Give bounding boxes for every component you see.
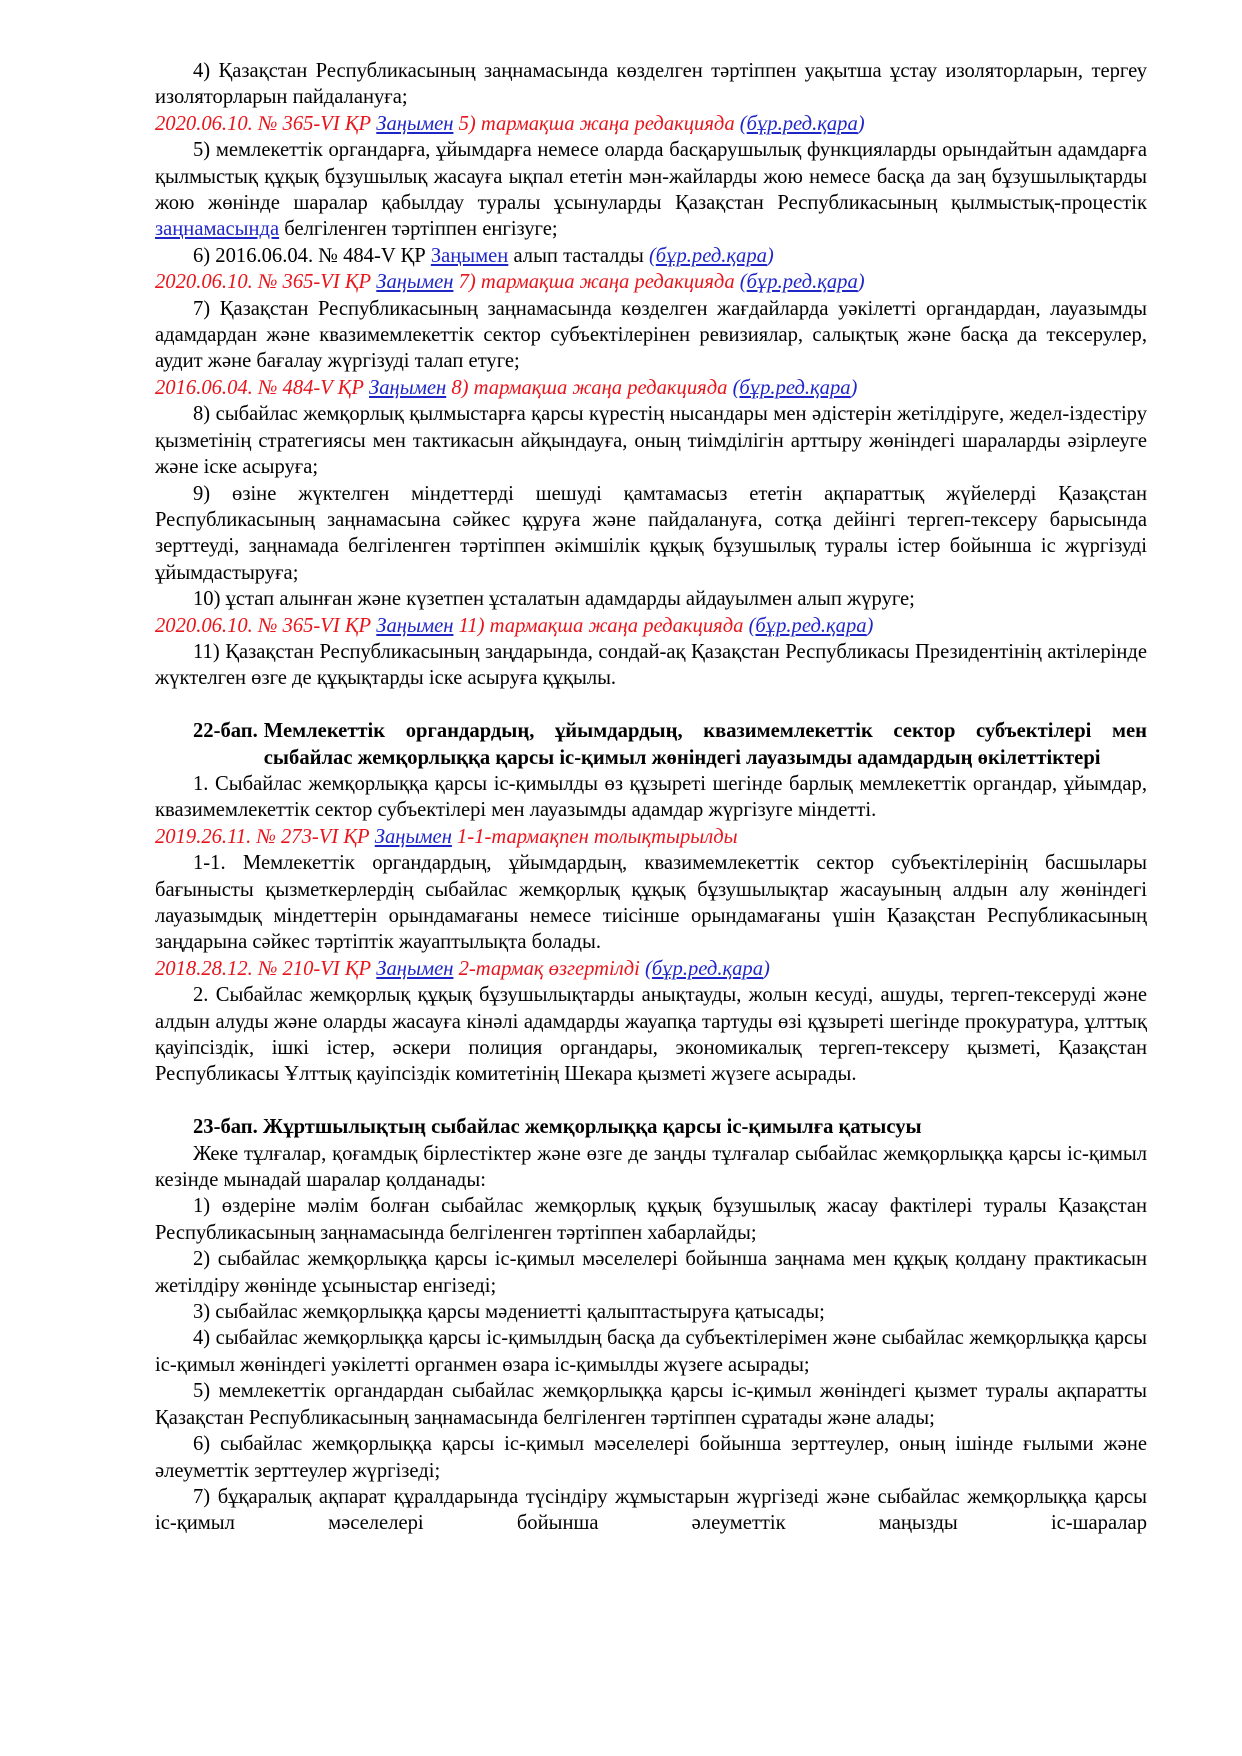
law-link[interactable]: Заңымен: [374, 825, 452, 848]
previous-edition-link[interactable]: бұр.ред.қара: [651, 957, 764, 980]
subitem-6: 6) 2016.06.04. № 484-V ҚР Заңымен алып тасталды (бұр.ред.қара): [193, 244, 774, 267]
law-link[interactable]: Заңымен: [430, 244, 509, 267]
article-23-item-4: 4) сыбайлас жемқорлыққа қарсы іс-қимылдың басқа да субъектілерімен және сыбайлас жемқорлыққа қарсы іс-қимыл жөніндегі уәкілетті органмен өзара іс-қимылды жүзеге асырады;: [155, 1327, 1147, 1376]
amendment-note-5: 2020.06.10. № 365-VI ҚР Заңымен 5) тармақша жаңа редакцияда (бұр.ред.қара): [155, 112, 865, 135]
subitem-8: 8) сыбайлас жемқорлық қылмыстарға қарсы күрестің нысандары мен әдістерін жетілдіруге, жедел-іздестіру қызметінің стратегиясы мен тактикасын айқындауға, оның тиімділігін арттыру жөніндегі шараларды әзірлеуге және іске асыруға;: [155, 403, 1147, 479]
subitem-7: 7) Қазақстан Республикасының заңнамасында көзделген жағдайларда уәкілетті органдардан, лауазымды адамдардан және квазимемлекеттік сектор субъектілерінен ревизиялар, салықтық және басқа да тексерулер, аудит және бағалау жүргізуді талап етуге;: [155, 297, 1147, 373]
article-23-item-3: 3) сыбайлас жемқорлыққа қарсы мәдениетті қалыптастыруға қатысады;: [193, 1301, 825, 1324]
article-23-item-5: 5) мемлекеттік органдардан сыбайлас жемқорлыққа қарсы іс-қимыл жөніндегі қызмет туралы ақпаратты Қазақстан Республикасының заңнамасында белгіленген тәртіппен сұратады және алады;: [155, 1380, 1147, 1429]
previous-edition-link[interactable]: бұр.ред.қара: [755, 614, 867, 637]
law-link[interactable]: Заңымен: [376, 957, 454, 980]
article-23-item-7: 7) бұқаралық ақпарат құралдарында түсіндіру жұмыстарын жүргізеді және сыбайлас жемқорлыққа қарсы іс-қимыл мәселелері бойынша әлеуметтік маңызды іс-шаралар: [155, 1485, 1147, 1535]
law-link[interactable]: Заңымен: [376, 614, 454, 637]
article-number: 22-бап.: [193, 720, 258, 743]
subitem-5: 5) мемлекеттік органдарға, ұйымдарға немесе оларда басқарушылық функцияларды орындайтын адамдарға қылмыстық құқық бұзушылық жасауға ықпал ететін мән-жайларды жою немесе басқа да заң бұзушылықтарды жою жөнінде шаралар қабылдау туралы ұсынуларды Қазақстан Республикасының қылмыстық-процестік заңнамасында белгіленген тәртіппен енгізуге;: [155, 139, 1147, 241]
spacer: [155, 1088, 1147, 1114]
spacer: [155, 692, 1147, 718]
document-page: [155, 58, 1147, 1537]
article-23-item-1: 1) өздеріне мәлім болған сыбайлас жемқорлық құқық бұзушылық жасау фактілері туралы Қазақстан Республикасының заңнамасында белгіленген тәртіппен хабарлайды;: [155, 1195, 1147, 1244]
previous-edition-link[interactable]: бұр.ред.қара: [746, 112, 858, 135]
article-22-item-1-1: 1-1. Мемлекеттік органдардың, ұйымдардың, квазимемлекеттік сектор субъектілерінің басшылары бағынысты қызметкерлердің сыбайлас жемқорлық құқық бұзушылықтар жасауының алдын алу жөніндегі лауазымдық міндеттерін орындамағаны немесе тиісінше орындамағаны үшін Қазақстан Республикасының заңдарына сәйкес тәртіптік жауаптылықта болады.: [155, 852, 1147, 954]
subitem-9: 9) өзіне жүктелген міндеттерді шешуді қамтамасыз ететін ақпараттық жүйелерді Қазақстан Республикасының заңнамасына сәйкес құруға және пайдалануға, сотқа дейінгі тергеп-тексеру барысында зерттеуді, заңнамада белгіленген тәртіппен әкімшілік құқық бұзушылық туралы істер бойынша іс жүргізуді ұйымдастыруға;: [155, 482, 1147, 584]
previous-edition-link[interactable]: бұр.ред.қара: [655, 244, 767, 267]
amendment-note-11: 2020.06.10. № 365-VI ҚР Заңымен 11) тармақша жаңа редакцияда (бұр.ред.қара): [155, 614, 874, 637]
article-23-intro: Жеке тұлғалар, қоғамдық бірлестіктер және өзге де заңды тұлғалар сыбайлас жемқорлыққа қарсы іс-қимыл кезінде мынадай шаралар қолданады:: [155, 1142, 1147, 1192]
previous-edition-link[interactable]: бұр.ред.қара: [739, 376, 851, 399]
article-23-item-6: 6) сыбайлас жемқорлыққа қарсы іс-қимыл мәселелері бойынша зерттеулер, оның ішінде ғылыми және әлеуметтік зерттеулер жүргізеді;: [155, 1433, 1147, 1482]
subitem-11: 11) Қазақстан Республикасының заңдарында, сондай-ақ Қазақстан Республикасы Президентінің актілерінде жүктелген өзге де құқықтарды іске асыруға құқылы.: [155, 640, 1147, 690]
article-22-item-2: 2. Сыбайлас жемқорлық құқық бұзушылықтарды анықтауды, жолын кесуді, ашуды, тергеп-тексеруді және алдын алуды және оларды жасауға кінәлі адамдарды жауапқа тартуды өзі құзыреті шегінде прокуратура, ұлттық қауіпсіздік, ішкі істер, әскери полиция органдары, экономикалық тергеп-тексеру қызметі, Қазақстан Республикасы Ұлттық қауіпсіздік комитетінің Шекара қызметі жүзеге асырады.: [155, 984, 1147, 1086]
article-22-heading: [155, 718, 1147, 771]
amendment-note-1-1: 2019.26.11. № 273-VI ҚР Заңымен 1-1-тармақпен толықтырылды: [155, 825, 738, 848]
law-link[interactable]: Заңымен: [369, 376, 447, 399]
previous-edition-link[interactable]: бұр.ред.қара: [746, 271, 858, 294]
amendment-note-8: 2016.06.04. № 484-V ҚР Заңымен 8) тармақша жаңа редакцияда (бұр.ред.қара): [155, 376, 858, 399]
subitem-4: 4) Қазақстан Республикасының заңнамасында көзделген тәртіппен уақытша ұстау изоляторларын, тергеу изоляторларын пайдалануға;: [155, 60, 1147, 109]
law-link[interactable]: Заңымен: [376, 112, 454, 135]
law-link[interactable]: Заңымен: [376, 271, 454, 294]
amendment-note-7: 2020.06.10. № 365-VI ҚР Заңымен 7) тармақша жаңа редакцияда (бұр.ред.қара): [155, 271, 865, 294]
amendment-note-2: 2018.28.12. № 210-VI ҚР Заңымен 2-тармақ өзгертілді (бұр.ред.қара): [155, 957, 770, 980]
article-22-item-1: 1. Сыбайлас жемқорлыққа қарсы іс-қимылды өз құзыреті шегінде барлық мемлекеттік органдар, ұйымдар, квазимемлекеттік сектор субъектілері мен лауазымды адамдар жүргізуге міндетті.: [155, 772, 1147, 822]
article-23-item-2: 2) сыбайлас жемқорлыққа қарсы іс-қимыл мәселелері бойынша заңнама мен құқық қолдану практикасын жетілдіру жөнінде ұсыныстар енгізеді;: [155, 1248, 1147, 1297]
article-title: Мемлекеттік органдардың, ұйымдардың, квазимемлекеттік сектор субъектілері мен сыбайлас жемқорлыққа қарсы іс-қимыл жөніндегі лауазымды адамдардың өкілеттіктері: [263, 720, 1147, 769]
legislation-link[interactable]: заңнамасында: [155, 218, 280, 241]
subitem-10: 10) ұстап алынған және күзетпен ұсталатын адамдарды айдауылмен алып жүруге;: [193, 588, 915, 611]
article-23-heading: 23-бап. Жұртшылықтың сыбайлас жемқорлыққа қарсы іс-қимылға қатысуы: [193, 1116, 922, 1139]
